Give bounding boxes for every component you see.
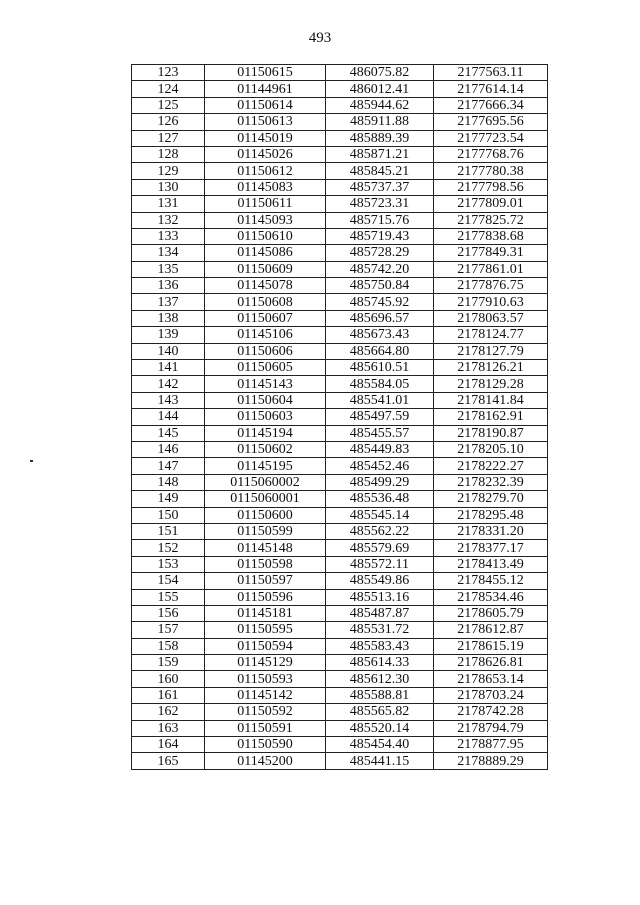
code-cell: 01150603 [205, 409, 326, 425]
code-cell: 01145194 [205, 425, 326, 441]
table-row [132, 130, 548, 146]
table-row [132, 638, 548, 654]
code-cell: 01150615 [205, 65, 326, 81]
x-coordinate-cell: 485719.43 [326, 228, 434, 244]
row-number-cell: 150 [132, 507, 205, 523]
y-coordinate-cell: 2177910.63 [434, 294, 548, 310]
row-number-cell: 158 [132, 638, 205, 654]
code-cell: 01145181 [205, 605, 326, 621]
row-number-cell: 145 [132, 425, 205, 441]
y-coordinate-cell: 2178534.46 [434, 589, 548, 605]
table-body [132, 65, 548, 770]
row-number-cell: 153 [132, 556, 205, 572]
code-cell: 01150611 [205, 196, 326, 212]
x-coordinate-cell: 485449.83 [326, 441, 434, 457]
code-cell: 01145195 [205, 458, 326, 474]
x-coordinate-cell: 485541.01 [326, 392, 434, 408]
stray-mark [30, 460, 33, 462]
x-coordinate-cell: 485499.29 [326, 474, 434, 490]
y-coordinate-cell: 2178615.19 [434, 638, 548, 654]
code-cell: 01145142 [205, 687, 326, 703]
table-row [132, 425, 548, 441]
row-number-cell: 143 [132, 392, 205, 408]
row-number-cell: 151 [132, 523, 205, 539]
x-coordinate-cell: 485723.31 [326, 196, 434, 212]
y-coordinate-cell: 2178612.87 [434, 622, 548, 638]
y-coordinate-cell: 2177768.76 [434, 146, 548, 162]
row-number-cell: 134 [132, 245, 205, 261]
code-cell: 01150596 [205, 589, 326, 605]
y-coordinate-cell: 2178279.70 [434, 491, 548, 507]
row-number-cell: 152 [132, 540, 205, 556]
y-coordinate-cell: 2178455.12 [434, 573, 548, 589]
table-row [132, 278, 548, 294]
code-cell: 0115060002 [205, 474, 326, 490]
x-coordinate-cell: 485673.43 [326, 327, 434, 343]
table-row [132, 376, 548, 392]
code-cell: 01144961 [205, 81, 326, 97]
y-coordinate-cell: 2177798.56 [434, 179, 548, 195]
row-number-cell: 148 [132, 474, 205, 490]
table-row [132, 228, 548, 244]
x-coordinate-cell: 485742.20 [326, 261, 434, 277]
table-row [132, 687, 548, 703]
code-cell: 01150592 [205, 704, 326, 720]
y-coordinate-cell: 2178605.79 [434, 605, 548, 621]
y-coordinate-cell: 2177861.01 [434, 261, 548, 277]
code-cell: 01150602 [205, 441, 326, 457]
code-cell: 01145093 [205, 212, 326, 228]
code-cell: 01150591 [205, 720, 326, 736]
row-number-cell: 128 [132, 146, 205, 162]
row-number-cell: 138 [132, 310, 205, 326]
row-number-cell: 159 [132, 655, 205, 671]
y-coordinate-cell: 2178295.48 [434, 507, 548, 523]
row-number-cell: 163 [132, 720, 205, 736]
code-cell: 01150593 [205, 671, 326, 687]
table-row [132, 753, 548, 769]
table-row [132, 179, 548, 195]
code-cell: 01145129 [205, 655, 326, 671]
row-number-cell: 125 [132, 97, 205, 113]
row-number-cell: 127 [132, 130, 205, 146]
table-row [132, 605, 548, 621]
code-cell: 01150600 [205, 507, 326, 523]
table-row [132, 81, 548, 97]
x-coordinate-cell: 485441.15 [326, 753, 434, 769]
x-coordinate-cell: 485588.81 [326, 687, 434, 703]
code-cell: 01150612 [205, 163, 326, 179]
table-row [132, 261, 548, 277]
y-coordinate-cell: 2178794.79 [434, 720, 548, 736]
y-coordinate-cell: 2178205.10 [434, 441, 548, 457]
code-cell: 01150608 [205, 294, 326, 310]
row-number-cell: 123 [132, 65, 205, 81]
y-coordinate-cell: 2177809.01 [434, 196, 548, 212]
code-cell: 01150613 [205, 114, 326, 130]
table-row [132, 589, 548, 605]
y-coordinate-cell: 2177666.34 [434, 97, 548, 113]
row-number-cell: 137 [132, 294, 205, 310]
table-row [132, 212, 548, 228]
code-cell: 01150597 [205, 573, 326, 589]
code-cell: 01150598 [205, 556, 326, 572]
table-row [132, 392, 548, 408]
table-row [132, 737, 548, 753]
code-cell: 01145019 [205, 130, 326, 146]
y-coordinate-cell: 2177838.68 [434, 228, 548, 244]
code-cell: 01150599 [205, 523, 326, 539]
table-row [132, 671, 548, 687]
x-coordinate-cell: 485664.80 [326, 343, 434, 359]
y-coordinate-cell: 2178413.49 [434, 556, 548, 572]
table-row [132, 114, 548, 130]
x-coordinate-cell: 485536.48 [326, 491, 434, 507]
table-row [132, 327, 548, 343]
y-coordinate-cell: 2178222.27 [434, 458, 548, 474]
x-coordinate-cell: 485845.21 [326, 163, 434, 179]
row-number-cell: 161 [132, 687, 205, 703]
x-coordinate-cell: 485911.88 [326, 114, 434, 130]
row-number-cell: 131 [132, 196, 205, 212]
code-cell: 01145106 [205, 327, 326, 343]
y-coordinate-cell: 2177876.75 [434, 278, 548, 294]
row-number-cell: 164 [132, 737, 205, 753]
y-coordinate-cell: 2178877.95 [434, 737, 548, 753]
x-coordinate-cell: 485487.87 [326, 605, 434, 621]
coordinates-table [131, 64, 548, 770]
x-coordinate-cell: 485565.82 [326, 704, 434, 720]
code-cell: 01150590 [205, 737, 326, 753]
y-coordinate-cell: 2177849.31 [434, 245, 548, 261]
row-number-cell: 129 [132, 163, 205, 179]
y-coordinate-cell: 2178331.20 [434, 523, 548, 539]
table-row [132, 245, 548, 261]
table-row [132, 146, 548, 162]
code-cell: 01150595 [205, 622, 326, 638]
y-coordinate-cell: 2178703.24 [434, 687, 548, 703]
code-cell: 01145026 [205, 146, 326, 162]
table-row [132, 655, 548, 671]
table-row [132, 196, 548, 212]
row-number-cell: 156 [132, 605, 205, 621]
table-row [132, 163, 548, 179]
y-coordinate-cell: 2178626.81 [434, 655, 548, 671]
code-cell: 01145086 [205, 245, 326, 261]
x-coordinate-cell: 485520.14 [326, 720, 434, 736]
table-row [132, 491, 548, 507]
x-coordinate-cell: 485455.57 [326, 425, 434, 441]
x-coordinate-cell: 485583.43 [326, 638, 434, 654]
y-coordinate-cell: 2178232.39 [434, 474, 548, 490]
y-coordinate-cell: 2177825.72 [434, 212, 548, 228]
row-number-cell: 140 [132, 343, 205, 359]
x-coordinate-cell: 486075.82 [326, 65, 434, 81]
row-number-cell: 157 [132, 622, 205, 638]
y-coordinate-cell: 2177780.38 [434, 163, 548, 179]
code-cell: 01150607 [205, 310, 326, 326]
x-coordinate-cell: 485696.57 [326, 310, 434, 326]
row-number-cell: 135 [132, 261, 205, 277]
code-cell: 01150610 [205, 228, 326, 244]
x-coordinate-cell: 485584.05 [326, 376, 434, 392]
x-coordinate-cell: 486012.41 [326, 81, 434, 97]
x-coordinate-cell: 485715.76 [326, 212, 434, 228]
x-coordinate-cell: 485452.46 [326, 458, 434, 474]
table-row [132, 310, 548, 326]
x-coordinate-cell: 485572.11 [326, 556, 434, 572]
x-coordinate-cell: 485549.86 [326, 573, 434, 589]
x-coordinate-cell: 485612.30 [326, 671, 434, 687]
x-coordinate-cell: 485728.29 [326, 245, 434, 261]
y-coordinate-cell: 2178124.77 [434, 327, 548, 343]
table-row [132, 97, 548, 113]
x-coordinate-cell: 485454.40 [326, 737, 434, 753]
x-coordinate-cell: 485745.92 [326, 294, 434, 310]
page-number: 493 [308, 30, 332, 46]
table-row [132, 294, 548, 310]
x-coordinate-cell: 485497.59 [326, 409, 434, 425]
y-coordinate-cell: 2177563.11 [434, 65, 548, 81]
code-cell: 01150605 [205, 360, 326, 376]
y-coordinate-cell: 2178127.79 [434, 343, 548, 359]
row-number-cell: 149 [132, 491, 205, 507]
x-coordinate-cell: 485513.16 [326, 589, 434, 605]
x-coordinate-cell: 485531.72 [326, 622, 434, 638]
code-cell: 01145083 [205, 179, 326, 195]
table-row [132, 65, 548, 81]
row-number-cell: 126 [132, 114, 205, 130]
code-cell: 01150594 [205, 638, 326, 654]
row-number-cell: 155 [132, 589, 205, 605]
table-row [132, 573, 548, 589]
row-number-cell: 144 [132, 409, 205, 425]
y-coordinate-cell: 2178129.28 [434, 376, 548, 392]
y-coordinate-cell: 2178162.91 [434, 409, 548, 425]
row-number-cell: 130 [132, 179, 205, 195]
x-coordinate-cell: 485610.51 [326, 360, 434, 376]
table-row [132, 720, 548, 736]
coordinates-table-container [131, 64, 548, 770]
row-number-cell: 142 [132, 376, 205, 392]
row-number-cell: 124 [132, 81, 205, 97]
x-coordinate-cell: 485614.33 [326, 655, 434, 671]
x-coordinate-cell: 485871.21 [326, 146, 434, 162]
row-number-cell: 146 [132, 441, 205, 457]
x-coordinate-cell: 485889.39 [326, 130, 434, 146]
y-coordinate-cell: 2178889.29 [434, 753, 548, 769]
table-row [132, 540, 548, 556]
row-number-cell: 139 [132, 327, 205, 343]
code-cell: 01150604 [205, 392, 326, 408]
row-number-cell: 147 [132, 458, 205, 474]
table-row [132, 622, 548, 638]
code-cell: 01150614 [205, 97, 326, 113]
row-number-cell: 162 [132, 704, 205, 720]
x-coordinate-cell: 485737.37 [326, 179, 434, 195]
table-row [132, 556, 548, 572]
table-row [132, 409, 548, 425]
y-coordinate-cell: 2177695.56 [434, 114, 548, 130]
code-cell: 0115060001 [205, 491, 326, 507]
code-cell: 01145078 [205, 278, 326, 294]
y-coordinate-cell: 2177614.14 [434, 81, 548, 97]
table-row [132, 360, 548, 376]
code-cell: 01145200 [205, 753, 326, 769]
x-coordinate-cell: 485944.62 [326, 97, 434, 113]
y-coordinate-cell: 2178190.87 [434, 425, 548, 441]
x-coordinate-cell: 485750.84 [326, 278, 434, 294]
y-coordinate-cell: 2178126.21 [434, 360, 548, 376]
y-coordinate-cell: 2178377.17 [434, 540, 548, 556]
y-coordinate-cell: 2177723.54 [434, 130, 548, 146]
y-coordinate-cell: 2178653.14 [434, 671, 548, 687]
row-number-cell: 136 [132, 278, 205, 294]
table-row [132, 458, 548, 474]
table-row [132, 507, 548, 523]
y-coordinate-cell: 2178742.28 [434, 704, 548, 720]
table-row [132, 704, 548, 720]
x-coordinate-cell: 485579.69 [326, 540, 434, 556]
row-number-cell: 133 [132, 228, 205, 244]
y-coordinate-cell: 2178063.57 [434, 310, 548, 326]
table-row [132, 523, 548, 539]
x-coordinate-cell: 485545.14 [326, 507, 434, 523]
code-cell: 01150609 [205, 261, 326, 277]
row-number-cell: 132 [132, 212, 205, 228]
row-number-cell: 160 [132, 671, 205, 687]
code-cell: 01145148 [205, 540, 326, 556]
table-row [132, 474, 548, 490]
code-cell: 01145143 [205, 376, 326, 392]
code-cell: 01150606 [205, 343, 326, 359]
row-number-cell: 154 [132, 573, 205, 589]
row-number-cell: 141 [132, 360, 205, 376]
x-coordinate-cell: 485562.22 [326, 523, 434, 539]
row-number-cell: 165 [132, 753, 205, 769]
table-row [132, 441, 548, 457]
table-row [132, 343, 548, 359]
y-coordinate-cell: 2178141.84 [434, 392, 548, 408]
